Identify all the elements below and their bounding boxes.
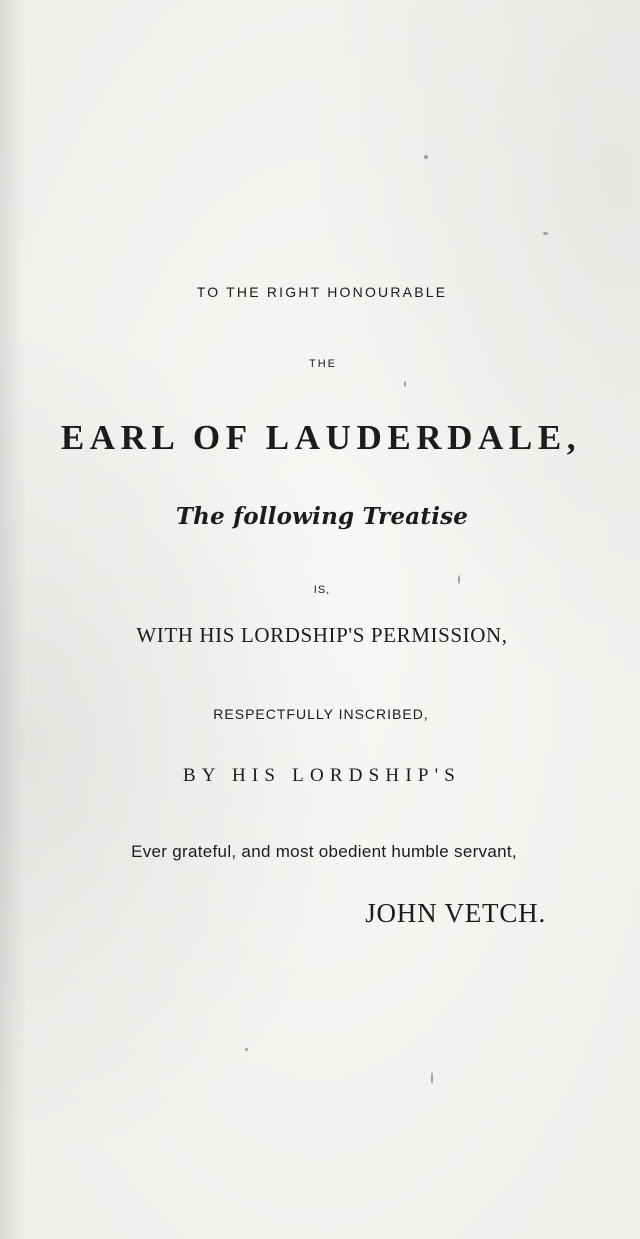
inscribed-line: RESPECTFULLY INSCRIBED, [213, 706, 429, 722]
blackletter-line: The following Treatise [175, 503, 469, 530]
by-line: BY HIS LORDSHIP'S [182, 765, 462, 786]
paper-speck [245, 1048, 248, 1051]
article-line: THE [309, 358, 337, 370]
paper-speck [404, 381, 406, 387]
paper-speck [424, 155, 428, 159]
is-line: IS, [313, 584, 331, 596]
signature: JOHN VETCH. [365, 898, 546, 928]
address-line: TO THE RIGHT HONOURABLE [196, 284, 448, 300]
paper-speck [431, 1072, 433, 1084]
closing-line: Ever grateful, and most obedient humble servant, [131, 842, 517, 861]
binding-shadow [0, 0, 26, 1239]
paper-speck [543, 232, 548, 235]
dedicatee-name: EARL OF LAUDERDALE, [60, 418, 582, 457]
permission-line: WITH HIS LORDSHIP'S PERMISSION, [136, 623, 508, 647]
paper-speck [458, 575, 460, 584]
